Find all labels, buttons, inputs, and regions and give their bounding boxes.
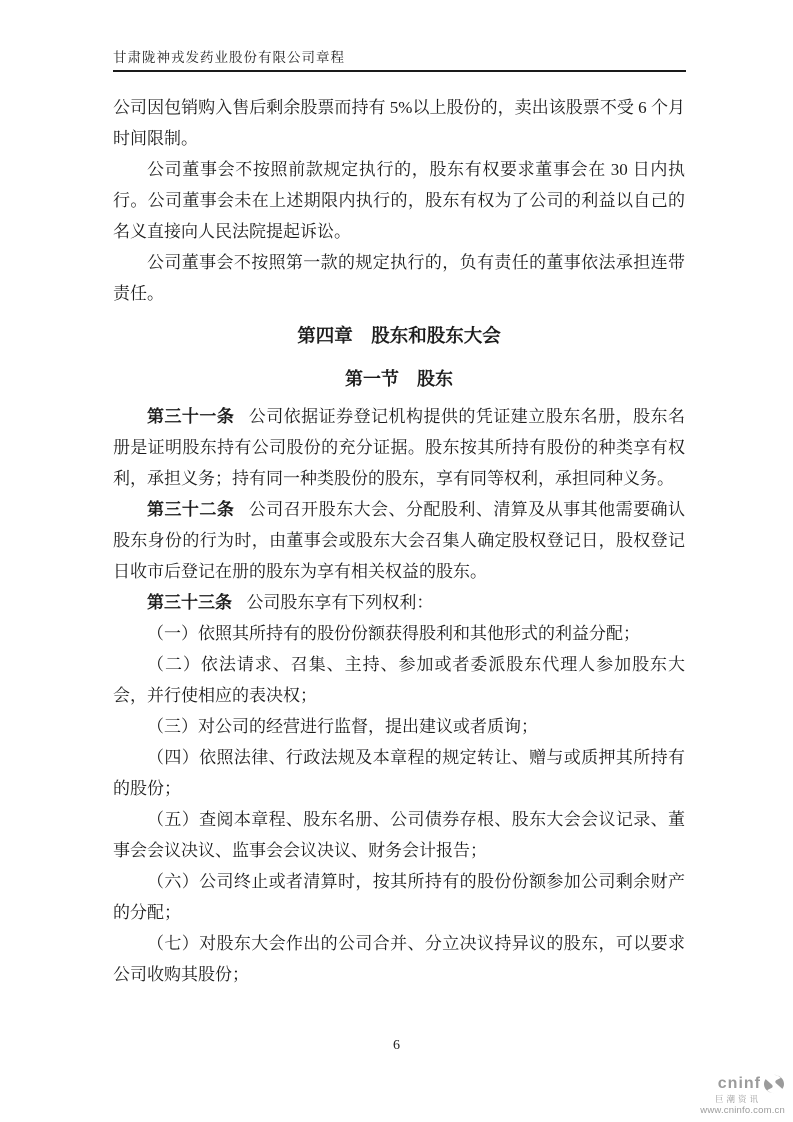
rights-item-4: （四）依照法律、行政法规及本章程的规定转让、赠与或质押其所持有的股份； bbox=[113, 748, 685, 798]
article-31-text: 公司依据证券登记机构提供的凭证建立股东名册，股东名册是证明股东持有公司股份的充分证据。股东按其所持有股份的种类享有权利，承担义务；持有同一种类股份的股东，享有同等权利，承担同种义务。 bbox=[113, 407, 686, 488]
article-31-number: 第三十一条 bbox=[147, 407, 235, 426]
document-body bbox=[113, 92, 685, 990]
rights-item-1: （一）依照其所持有的股份份额获得股利和其他形式的利益分配； bbox=[147, 624, 640, 643]
article-32 bbox=[113, 494, 685, 587]
paragraph-continuation: 公司因包销购入售后剩余股票而持有 5%以上股份的，卖出该股票不受 6 个月时间限制。 bbox=[113, 98, 685, 148]
cninfo-brand-text: cninf bbox=[717, 1075, 761, 1093]
rights-item-5: （五）查阅本章程、股东名册、公司债券存根、股东大会会议记录、董事会会议决议、监事会会议决议、财务会计报告； bbox=[113, 810, 685, 860]
cninfo-chinese-name: 巨潮资讯 bbox=[714, 1094, 761, 1105]
article-31 bbox=[113, 401, 685, 494]
rights-item-3: （三）对公司的经营进行监督，提出建议或者质询； bbox=[147, 717, 538, 736]
document-title: 甘肃陇神戎发药业股份有限公司章程 bbox=[113, 50, 345, 65]
article-33 bbox=[113, 587, 685, 618]
rights-item-7: （七）对股东大会作出的公司合并、分立决议持异议的股东，可以要求公司收购其股份； bbox=[113, 934, 685, 984]
cninfo-watermark bbox=[655, 1074, 785, 1116]
cninfo-url: www.cninfo.com.cn bbox=[700, 1104, 785, 1116]
cninfo-logo-row bbox=[655, 1074, 785, 1094]
page-number: 6 bbox=[393, 1038, 400, 1053]
article-32-text: 公司召开股东大会、分配股利、清算及从事其他需要确认股东身份的行为时，由董事会或股东大会召集人确定股权登记日，股权登记日收市后登记在册的股东为享有相关权益的股东。 bbox=[113, 500, 686, 581]
article-32-number: 第三十二条 bbox=[147, 500, 235, 519]
cninfo-swirl-icon bbox=[763, 1074, 785, 1094]
paragraph: 公司董事会不按照第一款的规定执行的，负有责任的董事依法承担连带责任。 bbox=[113, 253, 685, 303]
paragraph: 公司董事会不按照前款规定执行的，股东有权要求董事会在 30 日内执行。公司董事会未在上述期限内执行的，股东有权为了公司的利益以自己的名义直接向人民法院提起诉讼。 bbox=[113, 160, 685, 241]
page-header bbox=[113, 46, 686, 72]
rights-item-6: （六）公司终止或者清算时，按其所持有的股份份额参加公司剩余财产的分配； bbox=[113, 872, 685, 922]
section-heading: 第一节 股东 bbox=[345, 369, 453, 389]
rights-item-2: （二）依法请求、召集、主持、参加或者委派股东代理人参加股东大会，并行使相应的表决权； bbox=[113, 655, 685, 705]
chapter-heading: 第四章 股东和股东大会 bbox=[297, 327, 501, 347]
article-33-number: 第三十三条 bbox=[147, 593, 232, 612]
article-33-text: 公司股东享有下列权利： bbox=[246, 593, 434, 612]
